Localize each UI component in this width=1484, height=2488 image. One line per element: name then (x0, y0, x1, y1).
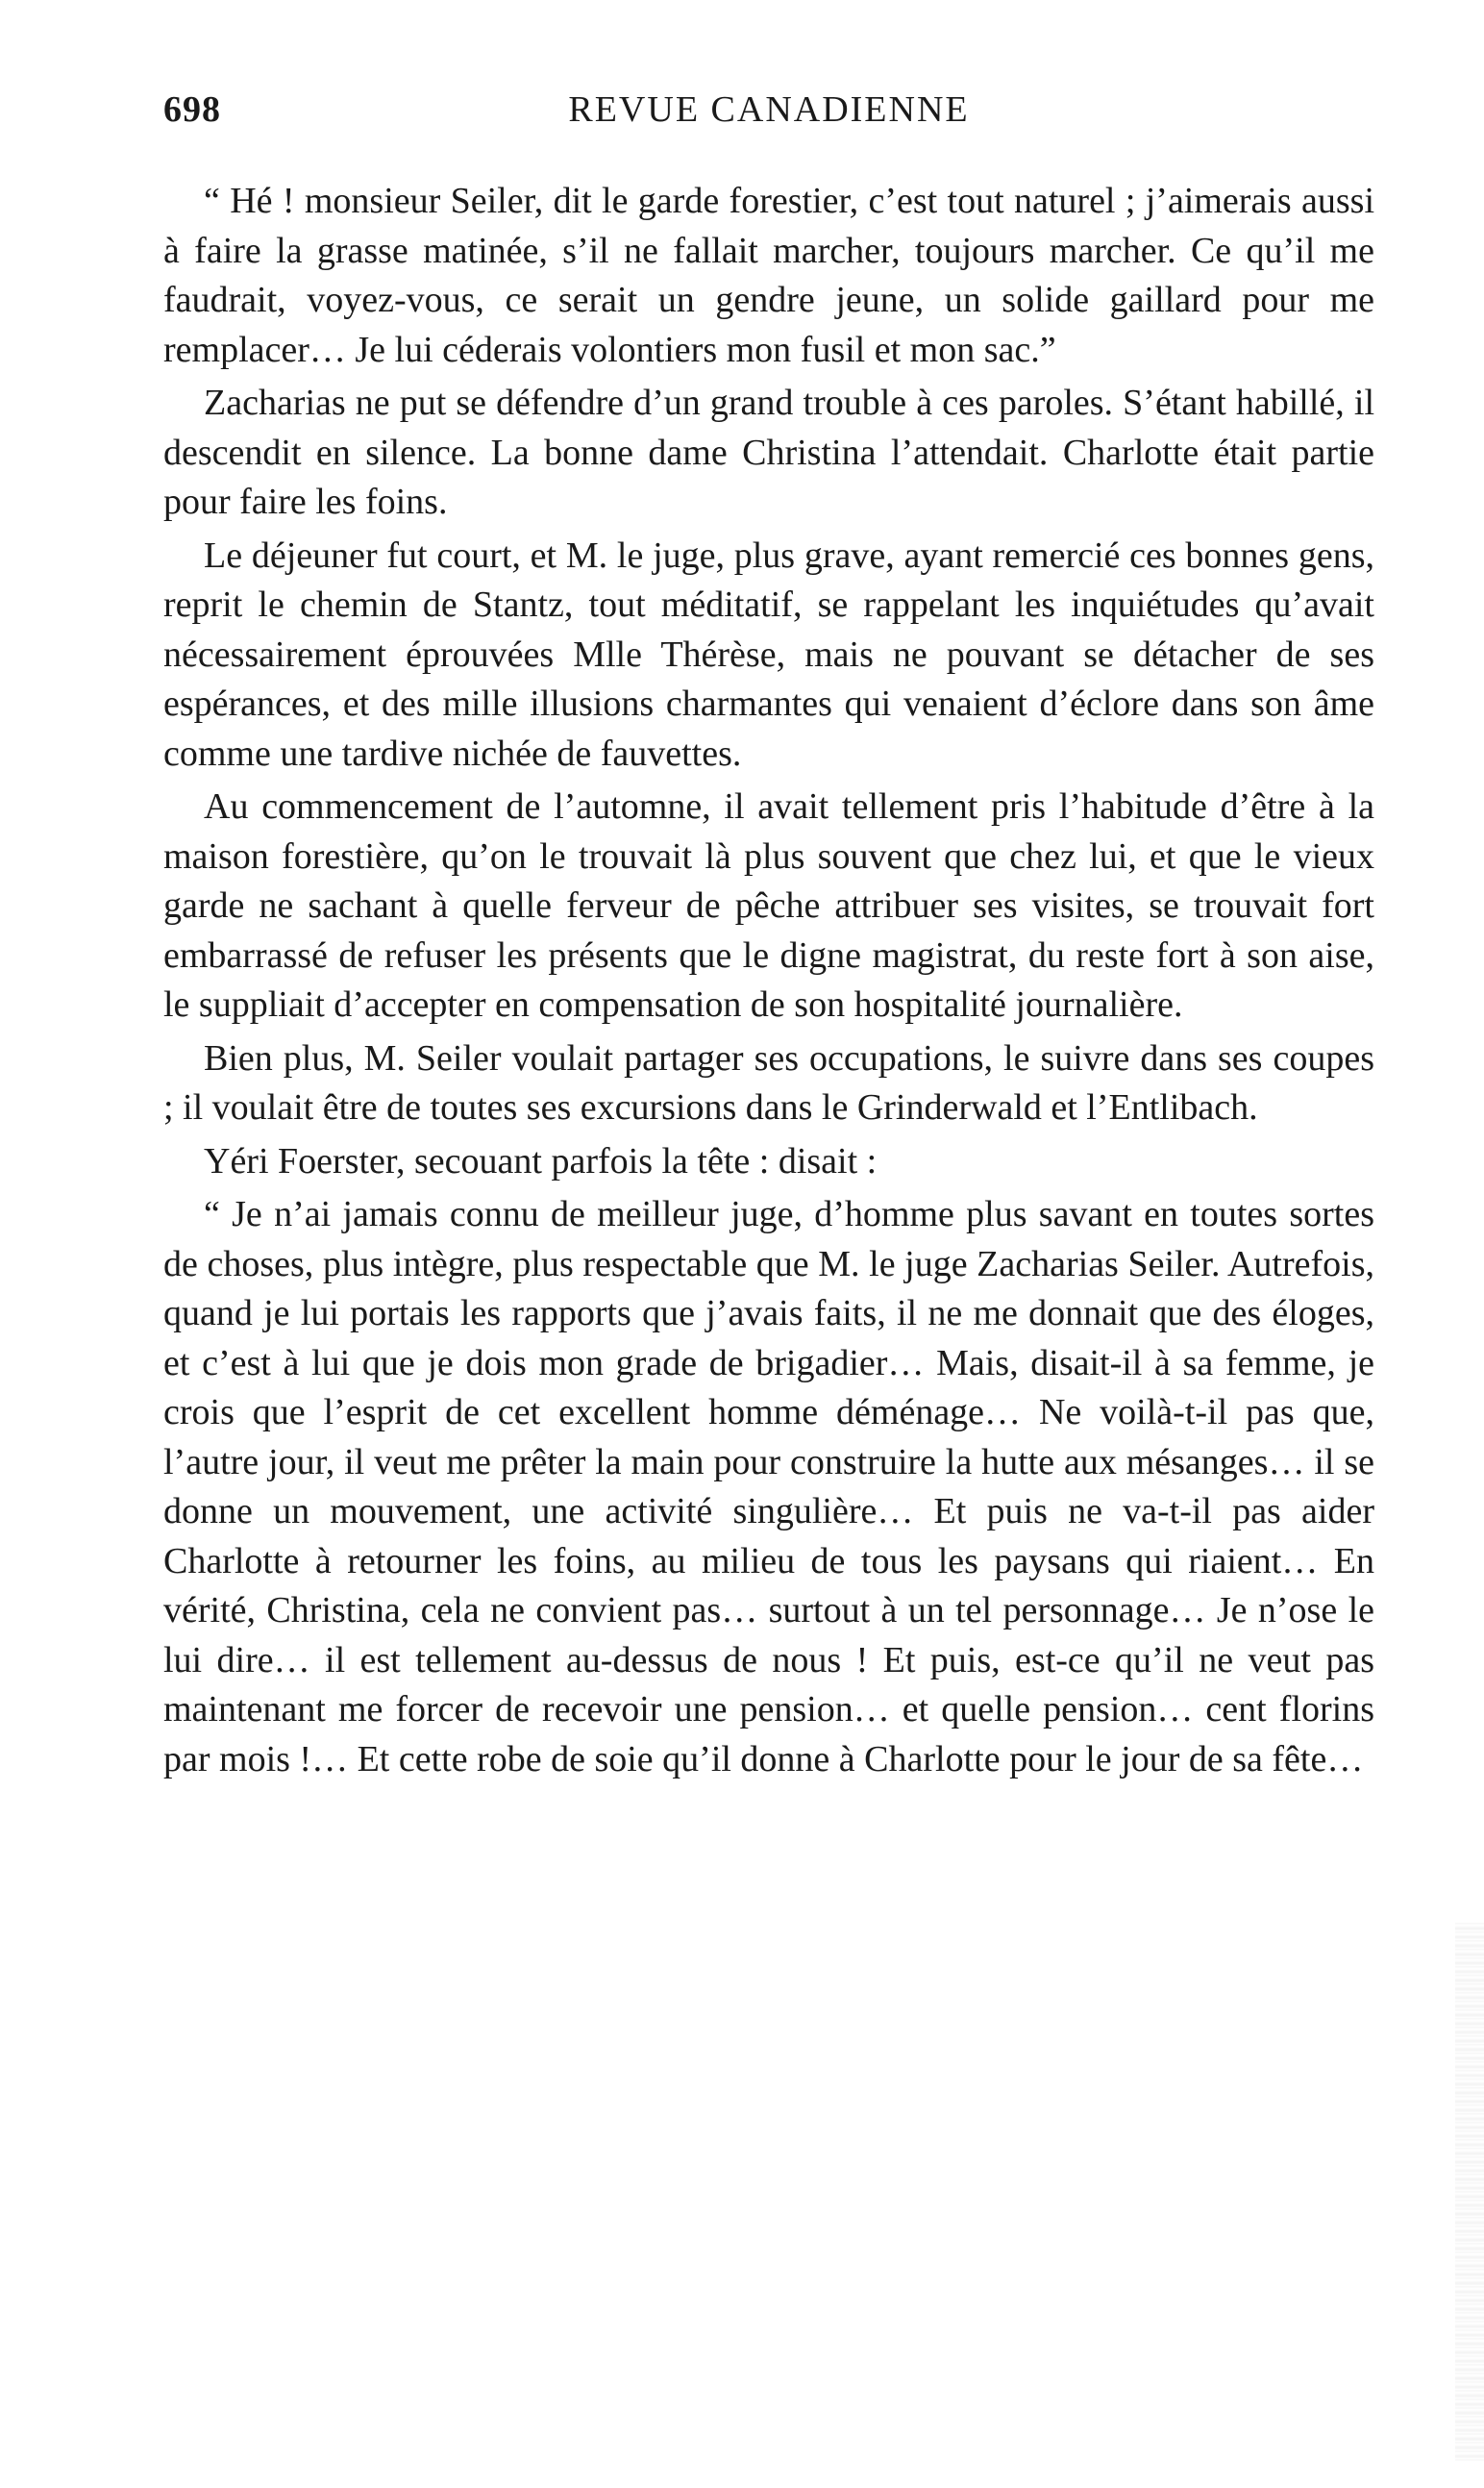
scan-edge-noise (1455, 1923, 1484, 2461)
paragraph: Le déjeuner fut court, et M. le juge, plus grave, ayant remercié ces bonnes gens, reprit le chemin de Stantz, tout méditatif, se rappelant les inquiétudes qu’avait nécessairement éprouvées Mlle Thérèse, mais ne pouvant se détacher de ses espérances, et des mille illusions charmantes qui venaient d’éclore dans son âme comme une tardive nichée de fauvettes. (163, 535, 1374, 774)
body-text (163, 177, 1374, 1788)
running-title: REVUE CANADIENNE (568, 89, 970, 130)
paragraph: Bien plus, M. Seiler voulait partager ses occupations, le suivre dans ses coupes ; il voulait être de toutes ses excursions dans le Grinderwald et l’Entlibach. (163, 1037, 1374, 1128)
paragraph: “ Hé ! monsieur Seiler, dit le garde forestier, c’est tout naturel ; j’aimerais aussi à faire la grasse matinée, s’il ne fallait marcher, toujours marcher. Ce qu’il me faudrait, voyez-vous, ce serait un gendre jeune, un solide gaillard pour me remplacer… Je lui céderais volontiers mon fusil et mon sac.” (163, 181, 1374, 370)
page-header (163, 88, 1374, 146)
page-number: 698 (163, 89, 221, 130)
paragraph: Au commencement de l’automne, il avait tellement pris l’habitude d’être à la maison forestière, qu’on le trouvait là plus souvent que chez lui, et que le vieux garde ne sachant à quelle ferveur de pêche attribuer ses visites, se trouvait fort embarrassé de refuser les présents que le digne magistrat, du reste fort à son aise, le suppliait d’accepter en compensation de son hospitalité journalière. (163, 786, 1374, 1025)
paragraph: Zacharias ne put se défendre d’un grand trouble à ces paroles. S’étant habillé, il descendit en silence. La bonne dame Christina l’attendait. Charlotte était partie pour faire les foins. (163, 383, 1374, 522)
paragraph: “ Je n’ai jamais connu de meilleur juge, d’homme plus savant en toutes sortes de choses, plus intègre, plus respectable que M. le juge Zacharias Seiler. Autrefois, quand je lui portais les rapports que j’avais faits, il ne me donnait que des éloges, et c’est à lui que je dois mon grade de brigadier… Mais, disait-il à sa femme, je crois que l’esprit de cet excellent homme déménage… Ne voilà-t-il pas que, l’autre jour, il veut me prêter la main pour construire la hutte aux mésanges… il se donne un mouvement, une activité singulière… Et puis ne va-t-il pas aider Charlotte à retourner les foins, au milieu de tous les paysans qui riaient… En vérité, Christina, cela ne convient pas… surtout à un tel personnage… Je n’ose le lui dire… il est tellement au-dessus de nous ! Et puis, est-ce qu’il ne veut pas maintenant me forcer de recevoir une pension… et quelle pension… cent florins par mois !… Et cette robe de soie qu’il donne à Charlotte pour le jour de sa fête… (163, 1194, 1374, 1779)
paragraph: Yéri Foerster, secouant parfois la tête : disait : (204, 1140, 878, 1182)
